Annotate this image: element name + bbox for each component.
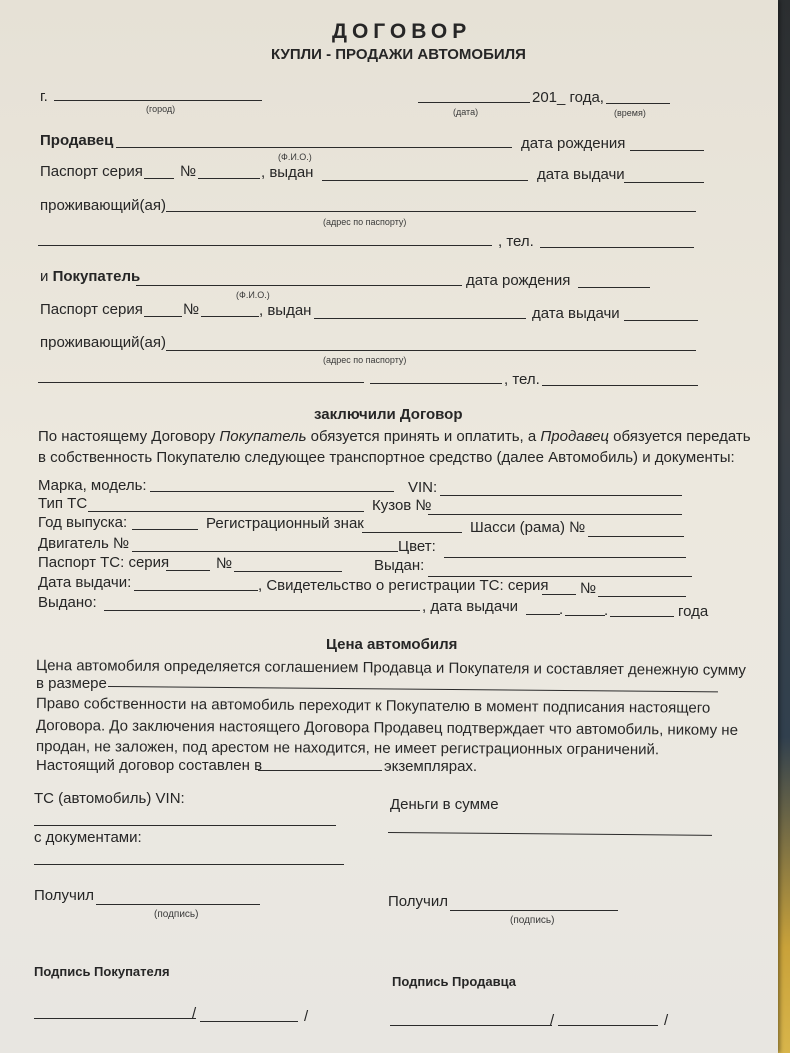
seller-birth-field[interactable] — [630, 150, 704, 151]
buyer-address-field[interactable] — [166, 350, 696, 351]
issue-date-field[interactable] — [134, 590, 258, 591]
seller-passport-no-label: № — [180, 163, 197, 180]
slash: / — [664, 1012, 669, 1029]
price-line-5: продан, не заложен, под арестом не находится, не имеет регистрационных ограничений. — [35, 738, 660, 759]
time-hint: (время) — [614, 108, 646, 118]
price-line-3: Право собственности на автомобиль переходит к Покупателю в момент подписания настоящего — [35, 695, 711, 717]
buyer-issue-date-label: дата выдачи — [532, 305, 620, 322]
chassis-label: Шасси (рама) № — [470, 519, 586, 536]
seller-name-field[interactable] — [558, 1025, 658, 1026]
buyer-passport-no-label: № — [183, 301, 200, 318]
pts-series-label: Паспорт ТС: серия — [38, 554, 170, 571]
reg-plate-label: Регистрационный знак — [206, 515, 364, 532]
copies-suffix: экземплярах. — [384, 758, 478, 775]
issued-day-field[interactable] — [526, 614, 560, 615]
received-left-signature-field[interactable] — [96, 904, 260, 905]
buyer-issued-label: , выдан — [259, 302, 312, 319]
seller-address-field[interactable] — [166, 211, 696, 212]
agreement-text: обязуется передать — [609, 428, 751, 445]
year-text: 201_ года, — [532, 89, 604, 106]
buyer-issued-field[interactable] — [314, 318, 526, 319]
vehicle-type-label: Тип ТС — [38, 495, 88, 512]
buyer-prefix-text: и — [40, 268, 49, 285]
year-label: Год выпуска: — [38, 514, 128, 531]
pts-no-label: № — [216, 555, 233, 572]
price-line-2: в размере — [36, 675, 107, 692]
vehicle-vin-label: ТС (автомобиль) VIN: — [34, 790, 185, 807]
date-field[interactable] — [418, 102, 530, 103]
seller-passport-series-label: Паспорт серия — [40, 163, 143, 180]
seller-address-hint: (адрес по паспорту) — [323, 217, 407, 227]
reg-cert-no-label: № — [580, 580, 597, 597]
vin-field[interactable] — [440, 495, 682, 496]
reg-cert-no-field[interactable] — [598, 596, 686, 597]
buyer-issue-date-field[interactable] — [624, 320, 698, 321]
vehicle-type-field[interactable] — [88, 511, 364, 512]
reg-cert-series-field[interactable] — [542, 594, 576, 595]
seller-phone-field[interactable] — [540, 247, 694, 248]
buyer-resident-label: проживающий(ая) — [40, 334, 166, 351]
signature-hint-left: (подпись) — [154, 909, 199, 920]
buyer-passport-series-label: Паспорт серия — [40, 301, 143, 318]
price-heading: Цена автомобиля — [326, 636, 458, 653]
body-no-label: Кузов № — [372, 497, 432, 514]
document-subtitle: КУПЛИ - ПРОДАЖИ АВТОМОБИЛЯ — [271, 46, 526, 63]
issue-date-label: Дата выдачи: — [38, 574, 132, 591]
seller-passport-no-field[interactable] — [198, 178, 260, 179]
seller-fio-field[interactable] — [116, 147, 512, 148]
seller-issue-date-label: дата выдачи — [537, 166, 625, 183]
issued-month-field[interactable] — [565, 615, 605, 616]
seller-passport-series-field[interactable] — [144, 178, 174, 179]
pts-issued-label: Выдан: — [374, 557, 425, 574]
reg-plate-field[interactable] — [362, 532, 462, 533]
received-right-signature-field[interactable] — [450, 910, 618, 911]
year-word: года — [678, 603, 709, 620]
buyer-birth-label: дата рождения — [466, 272, 571, 289]
buyer-signature-heading: Подпись Покупателя — [34, 964, 170, 979]
buyer-fio-hint: (Ф.И.О.) — [236, 290, 270, 300]
price-line-4: Договора. До заключения настоящего Договора Продавец подтверждает что автомобиль, никому не — [35, 717, 739, 739]
buyer-phone-label: , тел. — [504, 371, 540, 388]
agreement-paragraph-line1 — [38, 427, 751, 447]
seller-address-field-2[interactable] — [38, 245, 492, 246]
agreement-seller-italic: Продавец — [540, 428, 610, 445]
city-hint: (город) — [146, 104, 176, 114]
make-model-field[interactable] — [150, 491, 394, 492]
received-left-label: Получил — [34, 887, 94, 904]
time-field[interactable] — [606, 103, 670, 104]
chassis-field[interactable] — [588, 536, 684, 537]
reg-cert-label: , Свидетельство о регистрации ТС: серия — [258, 577, 549, 594]
issued-by-field[interactable] — [104, 610, 420, 611]
city-field[interactable] — [54, 100, 262, 101]
seller-phone-label: , тел. — [498, 233, 534, 250]
issued-by-label: Выдано: — [38, 594, 97, 611]
buyer-name-field[interactable] — [200, 1021, 298, 1022]
engine-field[interactable] — [132, 551, 398, 552]
seller-birth-label: дата рождения — [521, 135, 626, 152]
color-label: Цвет: — [398, 538, 436, 555]
buyer-phone-field[interactable] — [542, 385, 698, 386]
transfer-vin-field[interactable] — [34, 825, 336, 826]
engine-label: Двигатель № — [38, 535, 130, 552]
money-amount-field[interactable] — [388, 832, 712, 836]
with-docs-label: с документами: — [34, 829, 142, 846]
seller-label: Продавец — [40, 132, 114, 149]
buyer-passport-no-field[interactable] — [201, 316, 259, 317]
issued-year-field[interactable] — [610, 616, 674, 617]
price-line-1: Цена автомобиля определяется соглашением Продавца и Покупателя и составляет денежную сумму — [35, 657, 747, 679]
pts-series-field[interactable] — [166, 570, 210, 571]
seller-issued-field[interactable] — [322, 180, 528, 181]
buyer-address-hint: (адрес по паспорту) — [323, 355, 407, 365]
buyer-fio-field[interactable] — [136, 285, 462, 286]
pts-no-field[interactable] — [234, 571, 342, 572]
buyer-address-field-2[interactable] — [38, 382, 364, 383]
received-right-label: Получил — [388, 893, 448, 910]
date-hint: (дата) — [453, 107, 479, 117]
money-label: Деньги в сумме — [390, 796, 499, 813]
color-field[interactable] — [444, 557, 686, 558]
agreement-paragraph-line2: в собственность Покупателю следующее транспортное средство (далее Автомобиль) и документы: — [38, 449, 735, 466]
buyer-address-field-3[interactable] — [370, 383, 502, 384]
price-amount-field[interactable] — [108, 686, 718, 692]
buyer-label: Покупатель — [52, 268, 141, 285]
buyer-signature-field[interactable] — [34, 1018, 196, 1019]
agreement-heading: заключили Договор — [314, 406, 463, 423]
date-separator: . — [559, 601, 564, 618]
price-line-6: Настоящий договор составлен в — [36, 757, 263, 774]
agreement-text: обязуется принять и оплатить, а — [306, 428, 541, 445]
seller-fio-hint: (Ф.И.О.) — [278, 152, 312, 162]
document-title: ДОГОВОР — [332, 20, 472, 43]
seller-signature-field[interactable] — [390, 1025, 552, 1026]
seller-issued-label: , выдан — [261, 164, 314, 181]
slash: / — [192, 1005, 197, 1022]
vin-label: VIN: — [408, 479, 438, 496]
seller-issue-date-field[interactable] — [624, 182, 704, 183]
buyer-passport-series-field[interactable] — [144, 316, 182, 317]
body-no-field[interactable] — [428, 514, 682, 515]
buyer-prefix — [40, 268, 140, 286]
city-prefix: г. — [40, 88, 48, 105]
buyer-birth-field[interactable] — [578, 287, 650, 288]
date-separator: . — [604, 602, 609, 619]
transfer-docs-field[interactable] — [34, 864, 344, 865]
copies-field[interactable] — [258, 770, 382, 771]
slash: / — [304, 1008, 309, 1025]
make-model-label: Марка, модель: — [38, 477, 147, 494]
seller-signature-heading: Подпись Продавца — [392, 974, 516, 989]
agreement-text: По настоящему Договору — [38, 428, 220, 445]
seller-resident-label: проживающий(ая) — [40, 197, 166, 214]
issued-date-label: , дата выдачи — [422, 598, 519, 615]
year-field[interactable] — [132, 529, 198, 530]
agreement-buyer-italic: Покупатель — [219, 428, 307, 445]
slash: / — [550, 1012, 555, 1029]
signature-hint-right: (подпись) — [510, 915, 555, 926]
